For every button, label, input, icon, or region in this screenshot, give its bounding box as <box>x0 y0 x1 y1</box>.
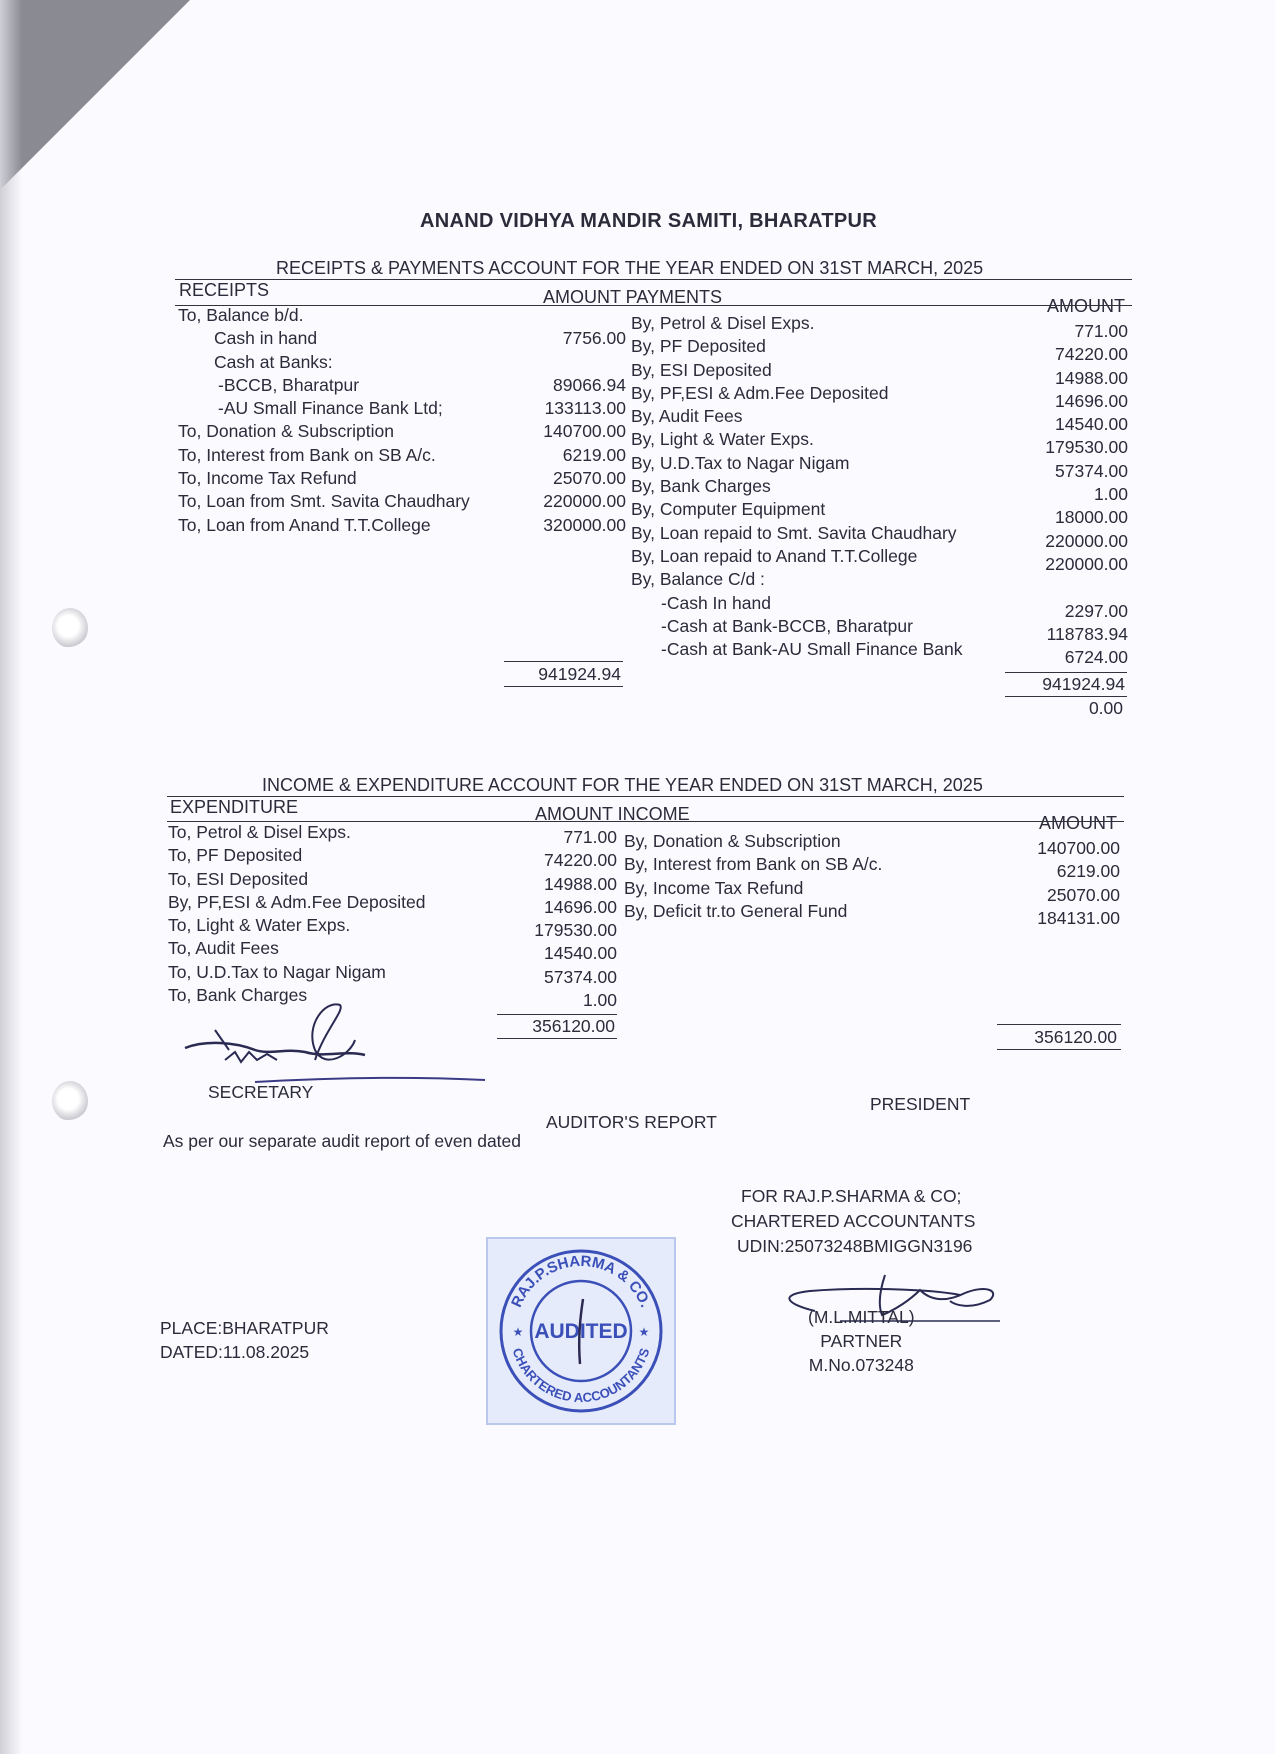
receipt-amount: 220000.00 <box>543 491 626 512</box>
rp-receipts-total-rule-top <box>504 661 623 662</box>
receipt-amount: 320000.00 <box>543 514 626 535</box>
payment-label: -Cash at Bank-BCCB, Bharatpur <box>661 615 913 636</box>
expenditure-label: To, Bank Charges <box>168 985 308 1006</box>
payment-label: By, Audit Fees <box>631 406 743 427</box>
rp-receipts-total-rule-bottom <box>504 686 623 687</box>
rp-col-amount-payments: AMOUNT PAYMENTS <box>543 287 723 307</box>
income-label-list <box>624 830 882 923</box>
income-amount: 140700.00 <box>1037 838 1120 858</box>
income-label: By, Deficit tr.to General Fund <box>624 900 848 921</box>
receipt-label: Cash at Banks: <box>214 351 333 372</box>
expenditure-amount: 179530.00 <box>534 920 617 941</box>
receipt-amount: 25070.00 <box>553 468 626 489</box>
folded-page-corner <box>0 0 190 190</box>
payment-label: -Cash at Bank-AU Small Finance Bank <box>661 639 963 660</box>
payment-amount-list <box>1010 320 1128 669</box>
payment-amount: 220000.00 <box>1045 553 1128 574</box>
income-amount: 25070.00 <box>1047 884 1120 905</box>
expenditure-amount: 14540.00 <box>544 943 617 964</box>
receipt-label: To, Loan from Anand T.T.College <box>178 514 431 535</box>
rp-col-receipts: RECEIPTS <box>179 280 270 300</box>
payment-label-list <box>631 312 963 661</box>
auditor-firm-block <box>731 1184 976 1259</box>
receipt-label: -BCCB, Bharatpur <box>218 374 360 395</box>
payment-label: By, Light & Water Exps. <box>631 429 814 450</box>
receipt-label-list <box>178 304 470 537</box>
receipt-amount: 140700.00 <box>543 421 626 442</box>
payment-amount: 57374.00 <box>1055 460 1128 481</box>
ie-income-total-rule-top <box>997 1024 1121 1025</box>
expenditure-amount: 74220.00 <box>544 850 617 871</box>
income-amount: 6219.00 <box>1056 861 1120 882</box>
payment-label: By, Petrol & Disel Exps. <box>631 313 815 333</box>
payment-amount: 14988.00 <box>1055 367 1128 388</box>
rp-section-title: RECEIPTS & PAYMENTS ACCOUNT FOR THE YEAR ENDED ON 31ST MARCH, 2025 <box>276 258 984 278</box>
ie-expenditure-total: 356120.00 <box>532 1016 615 1036</box>
payment-label: By, ESI Deposited <box>631 359 772 380</box>
president-label: PRESIDENT <box>870 1094 971 1114</box>
payment-label: By, PF,ESI & Adm.Fee Deposited <box>631 382 889 403</box>
stamp-star-left: ★ <box>512 1325 524 1339</box>
payment-label: By, U.D.Tax to Nagar Nigam <box>631 452 850 473</box>
rp-header-top-rule <box>175 279 1132 280</box>
place: PLACE:BHARATPUR <box>160 1318 329 1338</box>
payment-label: By, Computer Equipment <box>631 499 826 520</box>
auditor-statement: As per our separate audit report of even dated <box>163 1131 522 1151</box>
stamp-bottom-text: CHARTERED ACCOUNTANTS <box>509 1346 653 1406</box>
payment-amount <box>1010 576 1128 599</box>
payment-amount: 2297.00 <box>1064 600 1128 621</box>
payment-amount: 14696.00 <box>1055 390 1128 411</box>
org-title: ANAND VIDHYA MANDIR SAMITI, BHARATPUR <box>420 210 878 232</box>
ie-income-total: 356120.00 <box>1034 1027 1117 1047</box>
receipt-amount: 89066.94 <box>553 374 626 395</box>
payment-amount: 14540.00 <box>1055 414 1128 435</box>
payment-amount: 6724.00 <box>1064 647 1128 668</box>
expenditure-amount: 1.00 <box>582 990 617 1011</box>
ie-expenditure-total-rule-bottom <box>497 1038 617 1039</box>
payment-amount: 74220.00 <box>1055 344 1128 365</box>
payment-amount: 1.00 <box>1093 484 1128 505</box>
ie-header-top-rule <box>167 796 1124 797</box>
payment-amount: 118783.94 <box>1046 623 1128 644</box>
punch-hole-top <box>52 608 88 648</box>
payment-label: By, Loan repaid to Smt. Savita Chaudhary <box>631 522 957 543</box>
auditor-membership: M.No.073248 <box>808 1355 914 1375</box>
payment-label: By, Loan repaid to Anand T.T.College <box>631 545 918 566</box>
receipt-label: To, Income Tax Refund <box>178 468 357 489</box>
receipt-amount: 7756.00 <box>562 328 626 349</box>
rp-col-amount: AMOUNT <box>1047 296 1125 316</box>
ie-col-amount-income: AMOUNT INCOME <box>535 804 690 824</box>
rp-difference: 0.00 <box>1088 698 1123 718</box>
receipt-amount: 6219.00 <box>562 444 626 465</box>
income-label: By, Donation & Subscription <box>624 831 841 851</box>
expenditure-label: To, U.D.Tax to Nagar Nigam <box>168 961 386 982</box>
receipt-amount: 133113.00 <box>544 398 626 419</box>
expenditure-amount-list <box>495 826 617 1012</box>
auditor-designation: PARTNER <box>820 1331 903 1351</box>
expenditure-label-list <box>168 821 425 1007</box>
place-date-block <box>160 1316 329 1364</box>
expenditure-amount: 14988.00 <box>544 873 617 894</box>
receipt-label: To, Donation & Subscription <box>178 421 394 442</box>
auditor-udin: UDIN:25073248BMIGGN3196 <box>737 1236 973 1256</box>
receipt-label: Cash in hand <box>214 328 318 349</box>
payment-amount: 771.00 <box>1074 321 1128 341</box>
income-amount: 184131.00 <box>1037 907 1120 928</box>
payment-label: By, Bank Charges <box>631 476 771 497</box>
stamp-star-right: ★ <box>638 1325 650 1339</box>
auditor-report-heading: AUDITOR'S REPORT <box>546 1112 717 1132</box>
receipt-amount <box>500 351 626 374</box>
expenditure-amount: 57374.00 <box>544 966 617 987</box>
auditor-signatory: (M.L.MITTAL) <box>808 1307 915 1327</box>
payment-amount: 18000.00 <box>1055 507 1128 528</box>
receipt-label: -AU Small Finance Bank Ltd; <box>218 398 443 419</box>
receipt-amount <box>500 304 626 327</box>
payment-label: By, Balance C/d : <box>631 569 765 590</box>
expenditure-label: To, PF Deposited <box>168 845 303 866</box>
audit-stamp <box>486 1237 676 1425</box>
rp-payments-total: 941924.94 <box>1042 674 1125 694</box>
punch-hole-bottom <box>52 1081 88 1121</box>
rp-receipts-total: 941924.94 <box>538 664 621 684</box>
audit-stamp-seal <box>488 1239 674 1423</box>
dated: DATED:11.08.2025 <box>160 1342 310 1362</box>
stamp-center-text: AUDITED <box>534 1320 628 1343</box>
payment-label: -Cash In hand <box>661 592 771 613</box>
expenditure-amount: 771.00 <box>563 827 617 847</box>
secretary-label: SECRETARY <box>208 1082 314 1102</box>
expenditure-label: To, Petrol & Disel Exps. <box>168 822 351 842</box>
receipt-label: To, Interest from Bank on SB A/c. <box>178 444 436 465</box>
payment-label: By, PF Deposited <box>631 336 766 357</box>
expenditure-label: To, ESI Deposited <box>168 868 309 889</box>
auditor-firm-line: FOR RAJ.P.SHARMA & CO; <box>741 1186 962 1206</box>
secretary-signature <box>175 1000 495 1085</box>
expenditure-label: To, Audit Fees <box>168 938 279 959</box>
income-amount-list <box>1000 837 1120 930</box>
page-edge-shadow <box>0 0 22 1754</box>
stamp-top-text: RAJ.P.SHARMA & CO. <box>508 1252 654 1310</box>
svg-text:CHARTERED ACCOUNTANTS <box>510 1346 653 1405</box>
receipt-label: To, Loan from Smt. Savita Chaudhary <box>178 491 470 512</box>
receipt-label: To, Balance b/d. <box>178 305 304 325</box>
expenditure-label: By, PF,ESI & Adm.Fee Deposited <box>168 891 426 912</box>
payment-amount: 220000.00 <box>1045 530 1128 551</box>
expenditure-amount: 14696.00 <box>544 896 617 917</box>
income-label: By, Interest from Bank on SB A/c. <box>624 854 883 875</box>
payment-amount: 179530.00 <box>1045 437 1128 458</box>
ie-income-total-rule-bottom <box>997 1049 1121 1050</box>
ie-col-expenditure: EXPENDITURE <box>170 797 299 817</box>
receipt-amount-list <box>500 304 626 537</box>
ie-col-amount: AMOUNT <box>1039 813 1117 833</box>
expenditure-label: To, Light & Water Exps. <box>168 915 351 936</box>
auditor-signatory-block <box>808 1305 915 1377</box>
income-label: By, Income Tax Refund <box>624 877 804 898</box>
auditor-firm-type: CHARTERED ACCOUNTANTS <box>731 1211 976 1231</box>
ie-section-title: INCOME & EXPENDITURE ACCOUNT FOR THE YEAR ENDED ON 31ST MARCH, 2025 <box>262 775 983 795</box>
